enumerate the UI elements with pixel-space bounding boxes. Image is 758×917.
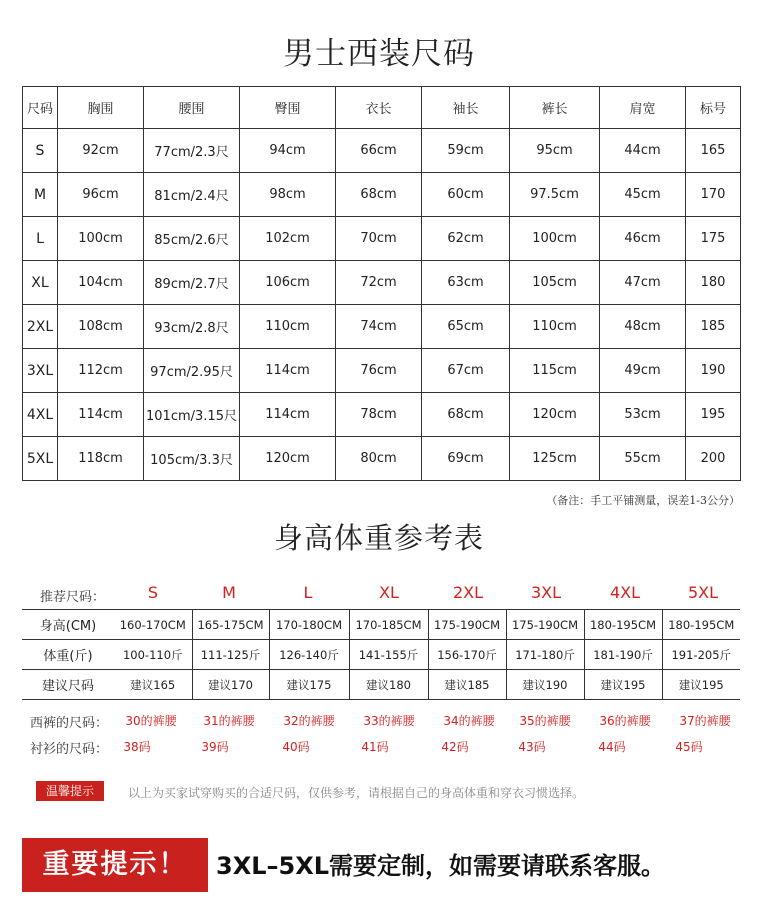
measure-cell: 114cm [240,349,336,393]
measure-cell: 100cm [510,217,600,261]
size-row [23,129,741,173]
size-row [23,349,741,393]
col-header: 腰围 [144,87,240,129]
size-table [22,86,741,481]
size-cell: 5XL [23,437,58,481]
measure-cell: 94cm [240,129,336,173]
body-cell: 180-195CM [662,610,740,640]
col-header: 衣长 [336,87,422,129]
measure-cell: 105cm [510,261,600,305]
body-cell: 建议185 [428,670,506,700]
measure-cell: 93cm/2.8尺 [144,305,240,349]
shirt-size-value: 45码 [675,740,703,754]
measure-cell: 165 [686,129,741,173]
recommend-size: 3XL [530,583,562,602]
measure-cell: 185 [686,305,741,349]
body-cell: 建议180 [349,670,428,700]
size-row [23,261,741,305]
measure-cell: 108cm [58,305,144,349]
body-cell: 141-155斤 [349,640,428,670]
measure-cell: 46cm [600,217,686,261]
measure-cell: 97cm/2.95尺 [144,349,240,393]
measure-cell: 62cm [422,217,510,261]
measure-cell: 110cm [240,305,336,349]
measure-cell: 81cm/2.4尺 [144,173,240,217]
col-header: 胸围 [58,87,144,129]
size-cell: 2XL [23,305,58,349]
body-cell: 175-190CM [428,610,506,640]
measure-cell: 59cm [422,129,510,173]
measure-cell: 48cm [600,305,686,349]
measure-cell: 66cm [336,129,422,173]
measure-cell: 114cm [58,393,144,437]
body-row-label: 身高(CM) [22,610,114,640]
body-cell: 建议190 [506,670,584,700]
pants-size-value: 37的裤腰 [679,714,731,728]
important-text: 3XL–5XL需要定制，如需要请联系客服。 [216,852,665,880]
recommend-size: S [147,583,159,602]
shirt-size-value: 43码 [518,740,546,754]
recommend-size: XL [379,583,399,602]
measure-cell: 200 [686,437,741,481]
body-cell: 111-125斤 [192,640,269,670]
body-cell: 160-170CM [114,610,192,640]
measure-cell: 45cm [600,173,686,217]
body-row-label: 体重(斤) [22,640,114,670]
body-cell: 180-195CM [584,610,662,640]
pants-size-value: 33的裤腰 [363,714,415,728]
measure-cell: 60cm [422,173,510,217]
measure-cell: 125cm [510,437,600,481]
body-cell: 171-180斤 [506,640,584,670]
measure-cell: 195 [686,393,741,437]
measure-cell: 190 [686,349,741,393]
shirt-size-value: 38码 [123,740,151,754]
shirt-size-value: 41码 [361,740,389,754]
measure-cell: 102cm [240,217,336,261]
page-title: 男士西装尺码 [283,36,475,72]
measure-cell: 63cm [422,261,510,305]
measure-cell: 95cm [510,129,600,173]
measure-cell: 105cm/3.3尺 [144,437,240,481]
body-cell: 126-140斤 [269,640,349,670]
measure-cell: 118cm [58,437,144,481]
size-row [23,217,741,261]
shirt-size-row [0,738,758,758]
pants-size-value: 35的裤腰 [519,714,571,728]
measure-cell: 74cm [336,305,422,349]
body-cell: 175-190CM [506,610,584,640]
body-row [22,670,740,700]
shirt-size-value: 44码 [598,740,626,754]
size-row [23,173,741,217]
measure-cell: 77cm/2.3尺 [144,129,240,173]
shirt-size-value: 40码 [282,740,310,754]
measure-cell: 115cm [510,349,600,393]
recommend-row [0,583,758,605]
measure-cell: 101cm/3.15尺 [144,393,240,437]
measure-cell: 55cm [600,437,686,481]
measure-cell: 120cm [510,393,600,437]
body-cell: 建议175 [269,670,349,700]
body-cell: 建议165 [114,670,192,700]
shirt-size-label: 衬衫的尺码： [30,742,109,757]
section-title: 身高体重参考表 [273,521,484,555]
body-cell: 181-190斤 [584,640,662,670]
measure-cell: 68cm [336,173,422,217]
measure-cell: 97.5cm [510,173,600,217]
tip-text: 以上为买家试穿购买的合适尺码，仅供参考，请根据自己的身高体重和穿衣习惯选择。 [128,786,585,800]
measure-cell: 120cm [240,437,336,481]
measure-cell: 47cm [600,261,686,305]
recommend-label: 推荐尺码： [40,590,106,605]
size-row [23,437,741,481]
measure-cell: 96cm [58,173,144,217]
size-cell: XL [23,261,58,305]
measure-cell: 68cm [422,393,510,437]
measure-cell: 104cm [58,261,144,305]
pants-size-value: 31的裤腰 [203,714,255,728]
col-header: 尺码 [23,87,58,129]
measure-cell: 114cm [240,393,336,437]
measure-cell: 72cm [336,261,422,305]
shirt-size-value: 42码 [441,740,469,754]
body-row [22,640,740,670]
col-header: 臀围 [240,87,336,129]
measure-cell: 44cm [600,129,686,173]
pants-size-row [0,712,758,732]
recommend-size: M [222,583,236,602]
measure-cell: 85cm/2.6尺 [144,217,240,261]
pants-size-value: 36的裤腰 [599,714,651,728]
measure-cell: 112cm [58,349,144,393]
measure-cell: 76cm [336,349,422,393]
body-row-label: 建议尺码 [22,670,114,700]
size-cell: 4XL [23,393,58,437]
shirt-size-value: 39码 [201,740,229,754]
body-cell: 建议195 [584,670,662,700]
body-cell: 100-110斤 [114,640,192,670]
measure-cell: 78cm [336,393,422,437]
body-cell: 191-205斤 [662,640,740,670]
size-row [23,393,741,437]
body-cell: 156-170斤 [428,640,506,670]
recommend-size: L [303,583,313,602]
height-weight-table [22,609,740,700]
measure-cell: 69cm [422,437,510,481]
measure-cell: 70cm [336,217,422,261]
recommend-size: 5XL [687,583,719,602]
measure-cell: 180 [686,261,741,305]
body-row [22,610,740,640]
measure-cell: 67cm [422,349,510,393]
measure-cell: 170 [686,173,741,217]
pants-size-value: 30的裤腰 [125,714,177,728]
pants-size-label: 西裤的尺码： [30,716,109,731]
body-cell: 建议170 [192,670,269,700]
measure-cell: 49cm [600,349,686,393]
size-cell: L [23,217,58,261]
measure-cell: 106cm [240,261,336,305]
measure-cell: 98cm [240,173,336,217]
measurement-note: （备注：手工平铺测量，误差1-3公分） [546,494,740,507]
measure-cell: 53cm [600,393,686,437]
important-badge: 重要提示！ [22,838,208,892]
recommend-size: 2XL [452,583,484,602]
body-cell: 建议195 [662,670,740,700]
size-row [23,305,741,349]
body-cell: 170-185CM [349,610,428,640]
col-header: 袖长 [422,87,510,129]
size-cell: M [23,173,58,217]
size-cell: S [23,129,58,173]
col-header: 肩宽 [600,87,686,129]
col-header: 裤长 [510,87,600,129]
body-cell: 165-175CM [192,610,269,640]
size-table-header [23,87,741,129]
measure-cell: 65cm [422,305,510,349]
measure-cell: 80cm [336,437,422,481]
measure-cell: 89cm/2.7尺 [144,261,240,305]
recommend-size: 4XL [609,583,641,602]
pants-size-value: 32的裤腰 [283,714,335,728]
measure-cell: 110cm [510,305,600,349]
col-header: 标号 [686,87,741,129]
measure-cell: 175 [686,217,741,261]
size-cell: 3XL [23,349,58,393]
measure-cell: 100cm [58,217,144,261]
body-cell: 170-180CM [269,610,349,640]
measure-cell: 92cm [58,129,144,173]
tip-badge: 温馨提示 [36,781,104,801]
pants-size-value: 34的裤腰 [443,714,495,728]
